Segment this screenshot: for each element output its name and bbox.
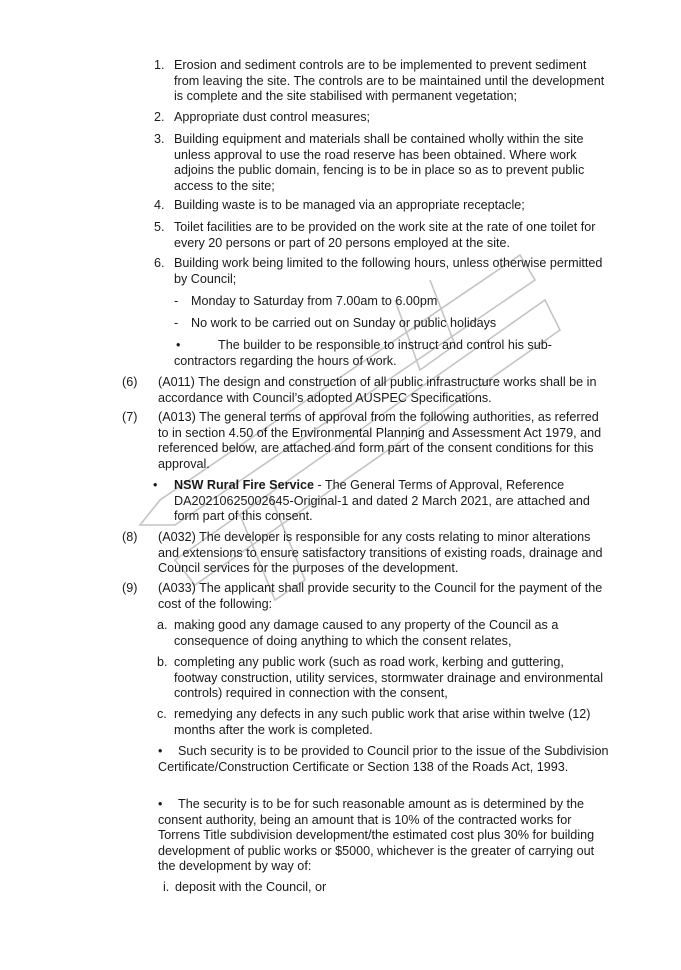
hours-bullet-text: The builder to be responsible to instruct and control his sub-contractors regarding the hours of work. (174, 338, 552, 368)
dash-marker: - (174, 316, 179, 330)
bullet-marker: • (176, 338, 181, 352)
letter-marker: b. (157, 655, 168, 669)
letter-marker: a. (157, 618, 168, 632)
list-item-text: Building waste is to be managed via an appropriate receptacle; (174, 198, 525, 212)
condition-text: (A033) The applicant shall provide security to the Council for the payment of the cost of the following: (158, 581, 603, 611)
roman-item-text: deposit with the Council, or (175, 880, 327, 894)
list-item-text: Building equipment and materials shall be contained wholly within the site unless approval to use the road reserve has been obtained. Where work adjoins the public domain, fencing is to be in place so as to prevent public access to the site; (174, 132, 585, 193)
bullet-marker: • (158, 797, 163, 811)
hours-bullet (174, 338, 614, 369)
condition-number: (7) (122, 410, 138, 424)
hours-item-text: Monday to Saturday from 7.00am to 6.00pm (191, 294, 438, 308)
list-item-text: Appropriate dust control measures; (174, 110, 371, 124)
condition-number: (9) (122, 581, 138, 595)
list-marker: 5. (154, 220, 165, 234)
security-item-text: making good any damage caused to any property of the Council as a consequence of doing anything to which the consent relates, (174, 618, 559, 648)
condition-text: (A011) The design and construction of all public infrastructure works shall be in accordance with Council’s adopted AUSPEC Specifications. (158, 375, 597, 405)
list-marker: 4. (154, 198, 165, 212)
bullet-marker: • (153, 478, 158, 492)
security-bullet (158, 797, 610, 875)
list-marker: 3. (154, 132, 165, 146)
list-marker: 2. (154, 110, 165, 124)
security-bullet-text: Such security is to be provided to Council prior to the issue of the Subdivision Certificate/Construction Certificate or Section 138 of the Roads Act, 1993. (158, 744, 609, 774)
roman-marker: i. (163, 880, 170, 894)
list-item-text: Erosion and sediment controls are to be implemented to prevent sediment from leaving the site. The controls are to be maintained until the development is complete and the site stabilised with permanent vegetation; (174, 58, 605, 104)
security-bullet-text: The security is to be for such reasonable amount as is determined by the consent authority, being an amount that is 10% of the contracted works for Torrens Title subdivision development/the estimated cost plus 30% for building development of public works or $5000, whichever is the greater of carrying out the development by way of: (158, 797, 595, 874)
list-item-text: Building work being limited to the following hours, unless otherwise permitted by Council; (174, 256, 603, 286)
security-bullet (158, 744, 610, 775)
list-item-text: Toilet facilities are to be provided on the work site at the rate of one toilet for every 20 persons or part of 20 persons employed at the site. (174, 220, 596, 250)
rfs-approval-text (174, 478, 610, 525)
dash-marker: - (174, 294, 179, 308)
condition-number: (6) (122, 375, 138, 389)
bullet-marker: • (158, 744, 163, 758)
hours-item-text: No work to be carried out on Sunday or public holidays (191, 316, 497, 330)
condition-number: (8) (122, 530, 138, 544)
security-item-text: remedying any defects in any such public work that arise within twelve (12) months after the work is completed. (174, 707, 591, 737)
rfs-authority-name: NSW Rural Fire Service (174, 478, 314, 492)
rfs-approval-detail: - The General Terms of Approval, Reference DA20210625002645-Original-1 and dated 2 March 2021, are attached and form part of this consent. (174, 478, 590, 524)
list-marker: 6. (154, 256, 165, 270)
condition-text: (A032) The developer is responsible for any costs relating to minor alterations and extensions to ensure satisfactory transitions of existing roads, drainage and Council services for the purposes of the development. (158, 530, 603, 576)
letter-marker: c. (157, 707, 167, 721)
security-item-text: completing any public work (such as road work, kerbing and guttering, footway construction, utility services, stormwater drainage and environmental controls) required in connection with the consent, (174, 655, 604, 701)
condition-text: (A013) The general terms of approval from the following authorities, as referred to in section 4.50 of the Environmental Planning and Assessment Act 1979, and referenced below, are attached and form part of the consent conditions for this approval. (158, 410, 602, 471)
list-marker: 1. (154, 58, 165, 72)
